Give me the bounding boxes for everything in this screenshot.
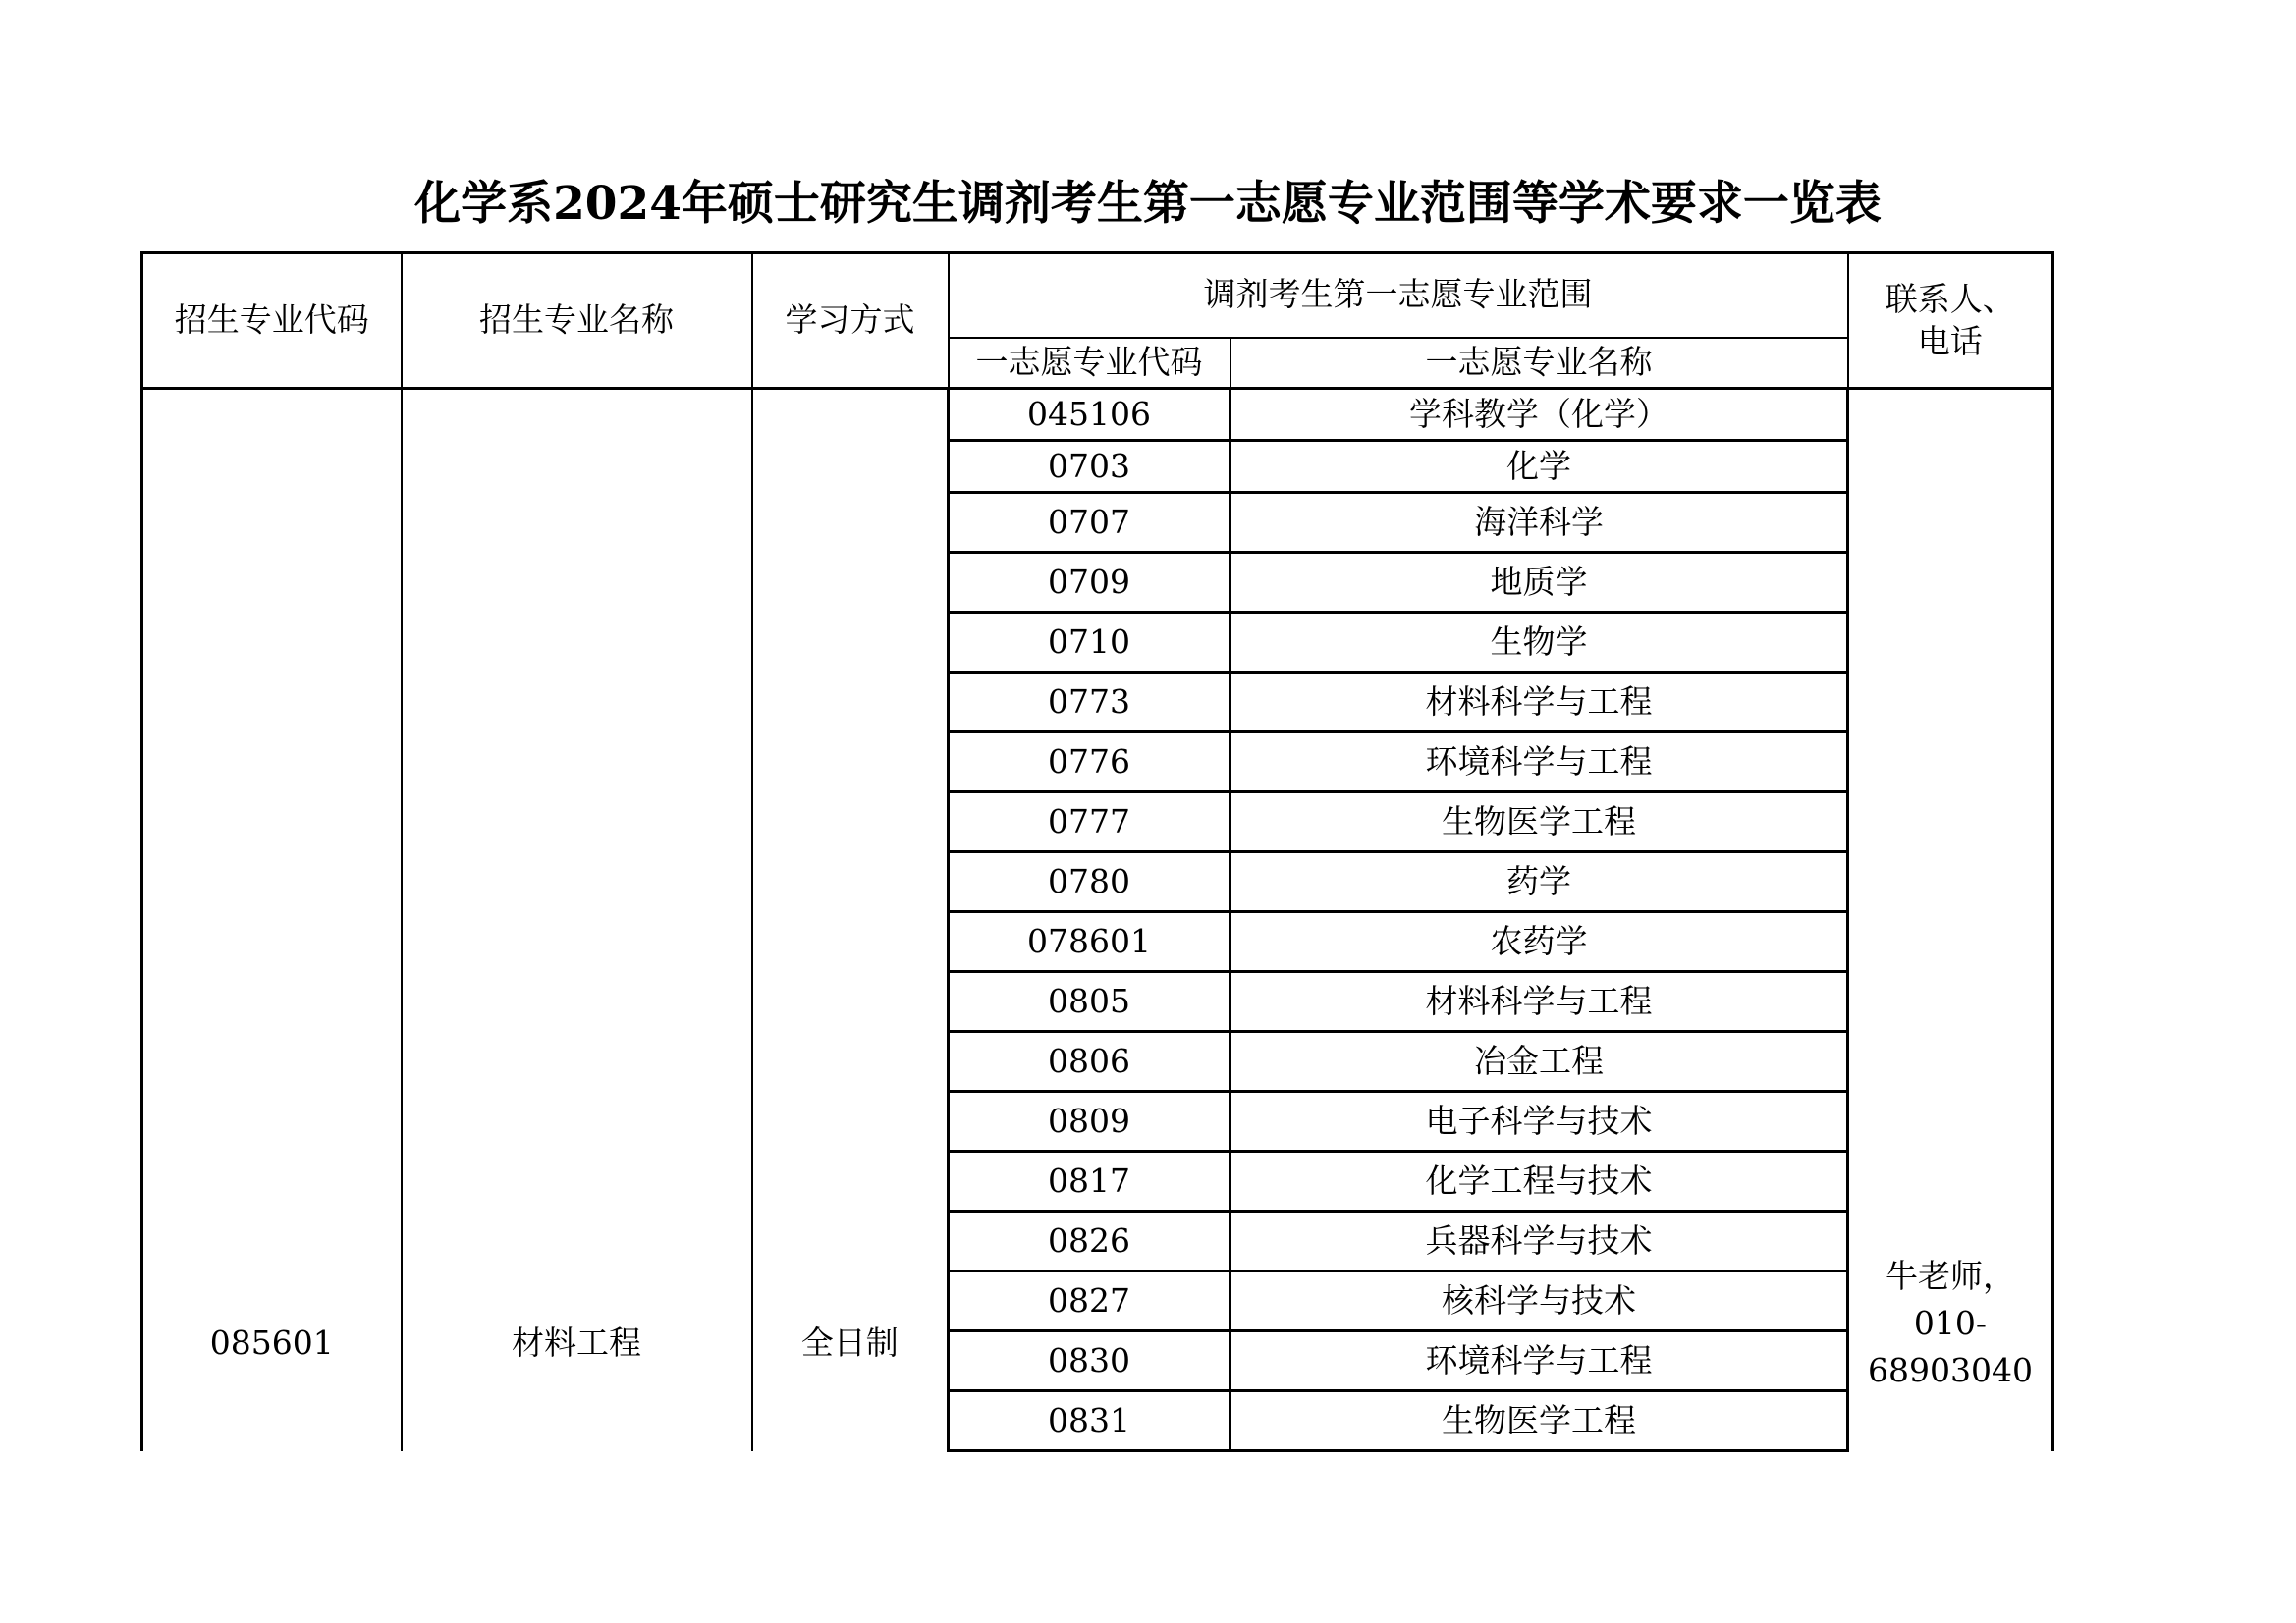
first-choice-name-cell: 化学 xyxy=(1230,441,1848,493)
first-choice-code-cell: 0780 xyxy=(949,852,1230,912)
contact-name: 牛老师， xyxy=(1886,1256,2015,1295)
first-choice-name-cell: 电子科学与技术 xyxy=(1230,1092,1848,1152)
first-choice-code-cell: 0707 xyxy=(949,493,1230,553)
first-choice-code-cell: 0773 xyxy=(949,673,1230,732)
first-choice-code-cell: 0809 xyxy=(949,1092,1230,1152)
header-study-mode: 学习方式 xyxy=(752,253,949,389)
first-choice-name-cell: 药学 xyxy=(1230,852,1848,912)
first-choice-code-cell: 0777 xyxy=(949,792,1230,852)
first-choice-code-cell: 0805 xyxy=(949,972,1230,1032)
page-title: 化学系2024年硕士研究生调剂考生第一志愿专业范围等学术要求一览表 xyxy=(414,177,1882,231)
first-choice-code-cell: 0830 xyxy=(949,1331,1230,1391)
major-code-cell: 085601 xyxy=(142,389,402,1451)
first-choice-name-cell: 学科教学（化学） xyxy=(1230,389,1848,441)
first-choice-code-cell: 0831 xyxy=(949,1391,1230,1451)
first-choice-name-cell: 化学工程与技术 xyxy=(1230,1152,1848,1212)
first-choice-name-cell: 生物医学工程 xyxy=(1230,792,1848,852)
first-choice-code-cell: 0709 xyxy=(949,553,1230,613)
adjustment-table xyxy=(140,251,2054,1452)
first-choice-name-cell: 海洋科学 xyxy=(1230,493,1848,553)
first-choice-name-cell: 生物学 xyxy=(1230,613,1848,673)
first-choice-code-cell: 0817 xyxy=(949,1152,1230,1212)
first-choice-name-cell: 材料科学与工程 xyxy=(1230,972,1848,1032)
first-choice-code-cell: 0703 xyxy=(949,441,1230,493)
header-first-choice-name: 一志愿专业名称 xyxy=(1230,338,1848,389)
first-choice-code-cell: 0806 xyxy=(949,1032,1230,1092)
first-choice-code-cell: 0827 xyxy=(949,1271,1230,1331)
first-choice-name-cell: 农药学 xyxy=(1230,912,1848,972)
first-choice-code-cell: 045106 xyxy=(949,389,1230,441)
table-row xyxy=(142,389,2053,441)
contact-phone: 68903040 xyxy=(1868,1350,2033,1389)
first-choice-name-cell: 地质学 xyxy=(1230,553,1848,613)
first-choice-name-cell: 材料科学与工程 xyxy=(1230,673,1848,732)
first-choice-name-cell: 环境科学与工程 xyxy=(1230,732,1848,792)
first-choice-code-cell: 0710 xyxy=(949,613,1230,673)
first-choice-name-cell: 兵器科学与技术 xyxy=(1230,1212,1848,1271)
header-major-name: 招生专业名称 xyxy=(402,253,752,389)
header-first-choice-code: 一志愿专业代码 xyxy=(949,338,1230,389)
first-choice-code-cell: 0776 xyxy=(949,732,1230,792)
first-choice-name-cell: 冶金工程 xyxy=(1230,1032,1848,1092)
first-choice-name-cell: 核科学与技术 xyxy=(1230,1271,1848,1331)
study-mode-cell: 全日制 xyxy=(752,389,949,1451)
header-contact: 联系人、电话 xyxy=(1848,253,2053,389)
first-choice-name-cell: 生物医学工程 xyxy=(1230,1391,1848,1451)
header-first-choice-range: 调剂考生第一志愿专业范围 xyxy=(949,253,1848,338)
contact-cell xyxy=(1848,389,2053,1451)
first-choice-name-cell: 环境科学与工程 xyxy=(1230,1331,1848,1391)
header-major-code: 招生专业代码 xyxy=(142,253,402,389)
contact-phone: 010- xyxy=(1913,1303,1988,1342)
first-choice-code-cell: 0826 xyxy=(949,1212,1230,1271)
major-name-cell: 材料工程 xyxy=(402,389,752,1451)
first-choice-code-cell: 078601 xyxy=(949,912,1230,972)
